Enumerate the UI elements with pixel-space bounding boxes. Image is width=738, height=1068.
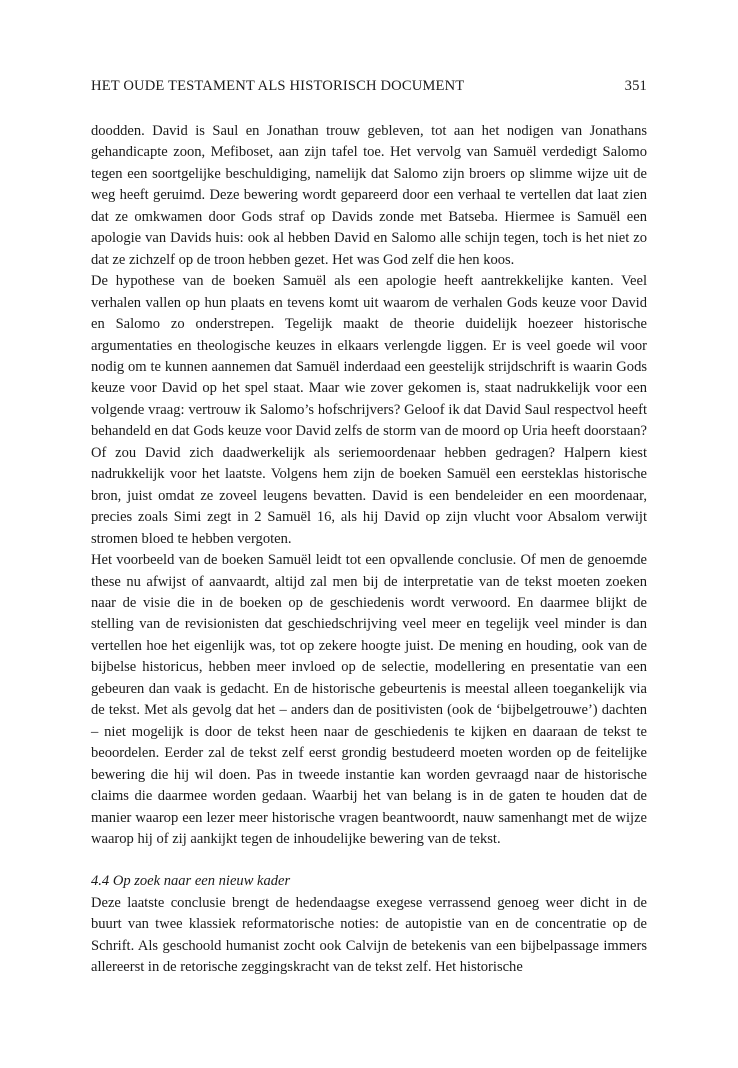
- section-paragraph: Deze laatste conclusie brengt de hedendaagse exegese verrassend genoeg weer dicht in de buurt van twee klassiek reformatorische noties: de autopistie van en de concentratie op de Schrift. Als geschoold humanist zocht ook Calvijn de betekenis van een bijbelpassage immers allereerst in de retorische zeggingskracht van de tekst zelf. Het historische: [91, 894, 647, 976]
- paragraph-2: De hypothese van de boeken Samuël als een apologie heeft aantrekkelijke kanten. Veel verhalen vallen op hun plaats en tevens komt uit waarom de verhalen Gods keuze voor David en Salomo zo onderstrepen. Tegelijk maakt de theorie duidelijk hoezeer historische argumentaties en theologische keuzes in elkaars verlengde liggen. Er is veel goede wil voor nodig om te kunnen aannemen dat Samuël inderdaad een geestelijk strijdschrift is waarin Gods keuze voor David op het spel staat. Maar wie zover gekomen is, staat nadrukkelijk voor een volgende vraag: vertrouw ik Salomo’s hofschrijvers? Geloof ik dat David Saul respectvol heeft behandeld en dat Gods keuze voor David zelfs de storm van de moord op Uria heeft doorstaan? Of zou David zich daadwerkelijk als seriemoordenaar hebben gedragen? Halpern kiest nadrukkelijk voor het laatste. Volgens hem zijn de boeken Samuël een eersteklas historische bron, juist omdat ze zoveel leugens bevatten. David is een bendeleider en een moordenaar, precies zoals Simi zegt in 2 Samuël 16, als hij David op zijn vlucht voor Absalom verwijt stromen bloed te hebben vergoten.: [91, 273, 647, 547]
- section-heading: 4.4 Op zoek naar een nieuw kader: [91, 873, 291, 890]
- page-number: 351: [624, 78, 647, 94]
- paragraph-1: doodden. David is Saul en Jonathan trouw gebleven, tot aan het nodigen van Jonathans gehandicapte zoon, Mefiboset, aan zijn tafel toe. Het vervolg van Samuël verdedigt Salomo tegen een soortgelijke beschuldiging, namelijk dat Salomo zijn broers op slimme wijze uit de weg heeft geruimd. Deze bewering wordt gepareerd door een verhaal te vertellen dat laat zien dat ze omkwamen door Gods straf op Davids zonde met Batseba. Hiermee is Samuël een apologie van Davids huis: ook al hebben David en Salomo alle schijn tegen, toch is het niet zo dat ze zichzelf op de troon hebben gezet. Het was God zelf die hen koos.: [91, 123, 647, 268]
- paragraph-3: Het voorbeeld van de boeken Samuël leidt tot een opvallende conclusie. Of men de genoemde these nu afwijst of aanvaardt, altijd zal men bij de interpretatie van de tekst moeten zoeken naar de visie die in de boeken op de geschiedenis wordt verwoord. En daarmee blijkt de stelling van de revisionisten dat geschiedschrijving veel meer en tegelijk veel minder is dan vertellen hoe het eigenlijk was, tot op zekere hoogte juist. De mening en houding, ook van de bijbelse historicus, hebben meer invloed op de selectie, modellering en presentatie van een gebeuren dan vaak is gedacht. En de historische gebeurtenis is meestal alleen toegankelijk via de tekst. Met als gevolg dat het – anders dan de positivisten (ook de ‘bijbelgetrouwe’) dachten – niet mogelijk is door de tekst heen naar de geschiedenis te kijken en daaraan de tekst te beoordelen. Eerder zal de tekst zelf eerst grondig bestudeerd moeten worden op de feitelijke bewering die hij wil doen. Pas in tweede instantie kan worden gevraagd naar de historische claims die daarmee worden gedaan. Waarbij het van belang is in de gaten te houden dat de manier waarop een lezer meer historische vragen beantwoordt, nauw samenhangt met de wijze waarop hij of zij aankijkt tegen de inhoudelijke bewering van de tekst.: [91, 552, 647, 847]
- running-head: [91, 76, 647, 96]
- body-text: [91, 121, 647, 979]
- book-page: [91, 0, 647, 1068]
- running-title: HET OUDE TESTAMENT ALS HISTORISCH DOCUMENT: [91, 78, 465, 94]
